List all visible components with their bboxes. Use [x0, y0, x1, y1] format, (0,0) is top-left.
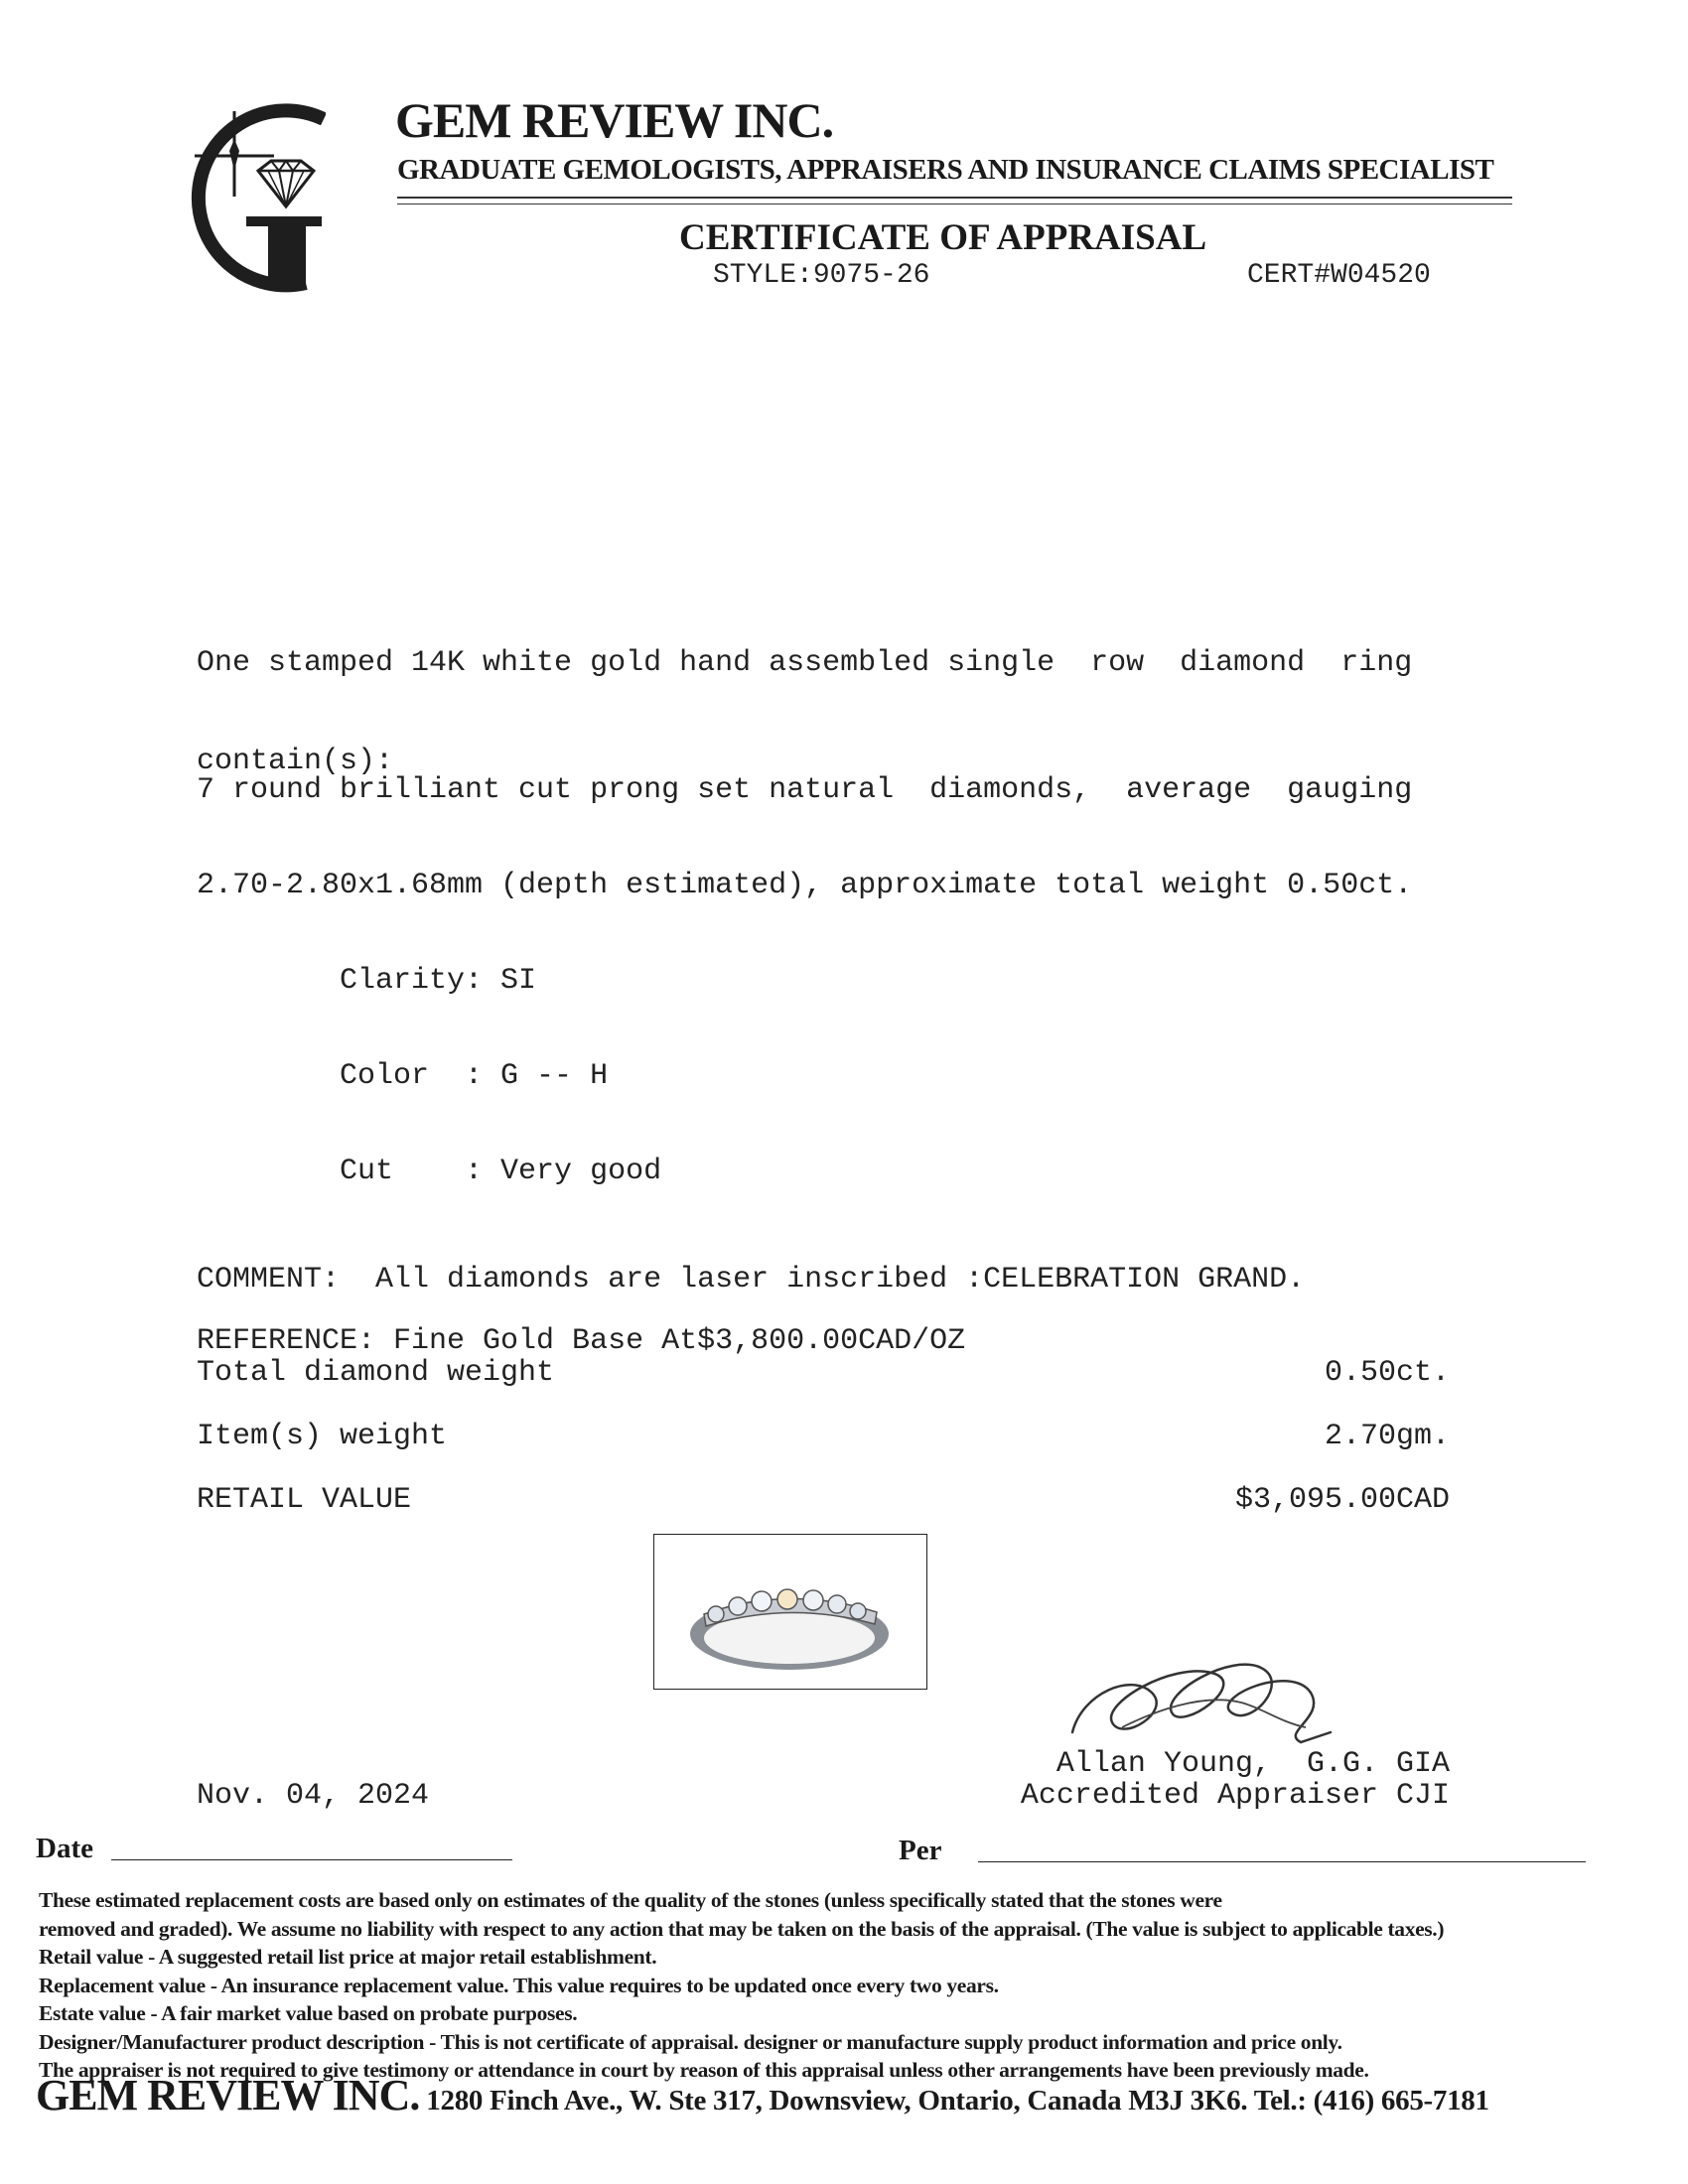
header-divider	[397, 197, 1512, 205]
ring-photo	[653, 1534, 927, 1690]
description-line: contain(s):	[197, 745, 394, 778]
footer	[36, 2070, 1489, 2120]
clarity-grade: Clarity: SI	[197, 964, 537, 998]
appraisal-date: Nov. 04, 2024	[197, 1779, 430, 1813]
disclaimer-line: Designer/Manufacturer product description - This is not certificate of appraisal. designer or manufacture supply product information and price only.	[39, 2029, 1342, 2054]
diamond-line: 2.70-2.80x1.68mm (depth estimated), approximate total weight 0.50ct.	[197, 869, 1413, 902]
diamond-line: 7 round brilliant cut prong set natural diamonds, average gauging	[197, 773, 1413, 807]
company-tagline: GRADUATE GEMOLOGISTS, APPRAISERS AND INSURANCE CLAIMS SPECIALIST	[397, 154, 1494, 186]
footer-company-name: GEM REVIEW INC.	[36, 2071, 420, 2119]
retail-value-amount: $3,095.00CAD	[1234, 1483, 1450, 1517]
disclaimer-line: Retail value - A suggested retail list price at major retail establishment.	[39, 1945, 657, 1969]
certificate-number: CERT#W04520	[1247, 260, 1431, 291]
company-name: GEM REVIEW INC.	[395, 92, 834, 148]
date-signature-line	[111, 1859, 512, 1860]
total-diamond-weight-label: Total diamond weight	[197, 1356, 555, 1390]
color-grade: Color : G -- H	[197, 1059, 609, 1093]
disclaimer-line: These estimated replacement costs are based only on estimates of the quality of the stones (unless specifically stated that the stones were	[39, 1888, 1222, 1912]
disclaimer-block	[39, 1886, 1444, 2085]
style-number: STYLE:9075-26	[713, 260, 930, 291]
per-signature-line	[978, 1861, 1586, 1862]
company-logo-icon	[147, 99, 326, 298]
item-weight-value: 2.70gm.	[1324, 1420, 1450, 1453]
retail-value-label: RETAIL VALUE	[197, 1483, 412, 1517]
certificate-title: CERTIFICATE OF APPRAISAL	[679, 217, 1207, 258]
disclaimer-line: Estate value - A fair market value based on probate purposes.	[39, 2001, 578, 2025]
description-line: One stamped 14K white gold hand assembled single row diamond ring	[197, 646, 1413, 680]
disclaimer-line: Replacement value - An insurance replacement value. This value requires to be updated once every two years.	[39, 1973, 999, 1997]
comment: COMMENT: All diamonds are laser inscribed :CELEBRATION GRAND.	[197, 1263, 1306, 1297]
reference: REFERENCE: Fine Gold Base At$3,800.00CAD/OZ	[197, 1324, 966, 1358]
disclaimer-line: removed and graded). We assume no liability with respect to any action that may be taken on the basis of the appraisal. (The value is subject to applicable taxes.)	[39, 1916, 1445, 1941]
date-label: Date	[36, 1833, 93, 1864]
diamond-details	[197, 711, 1412, 1219]
footer-address: 1280 Finch Ave., W. Ste 317, Downsview, Ontario, Canada M3J 3K6. Tel.: (416) 665-7181	[419, 2085, 1489, 2116]
cut-grade: Cut : Very good	[197, 1155, 662, 1188]
total-diamond-weight-value: 0.50ct.	[1324, 1356, 1450, 1390]
disclaimer-line: The appraiser is not required to give testimony or attendance in court by reason of this appraisal unless other arrangements have been previously made.	[39, 2058, 1369, 2082]
appraiser-name: Allan Young, G.G. GIA	[1055, 1747, 1450, 1781]
ring-image	[654, 1535, 925, 1688]
appraiser-title: Accredited Appraiser CJI	[1020, 1779, 1450, 1813]
item-weight-label: Item(s) weight	[197, 1420, 448, 1453]
per-label: Per	[899, 1835, 942, 1866]
